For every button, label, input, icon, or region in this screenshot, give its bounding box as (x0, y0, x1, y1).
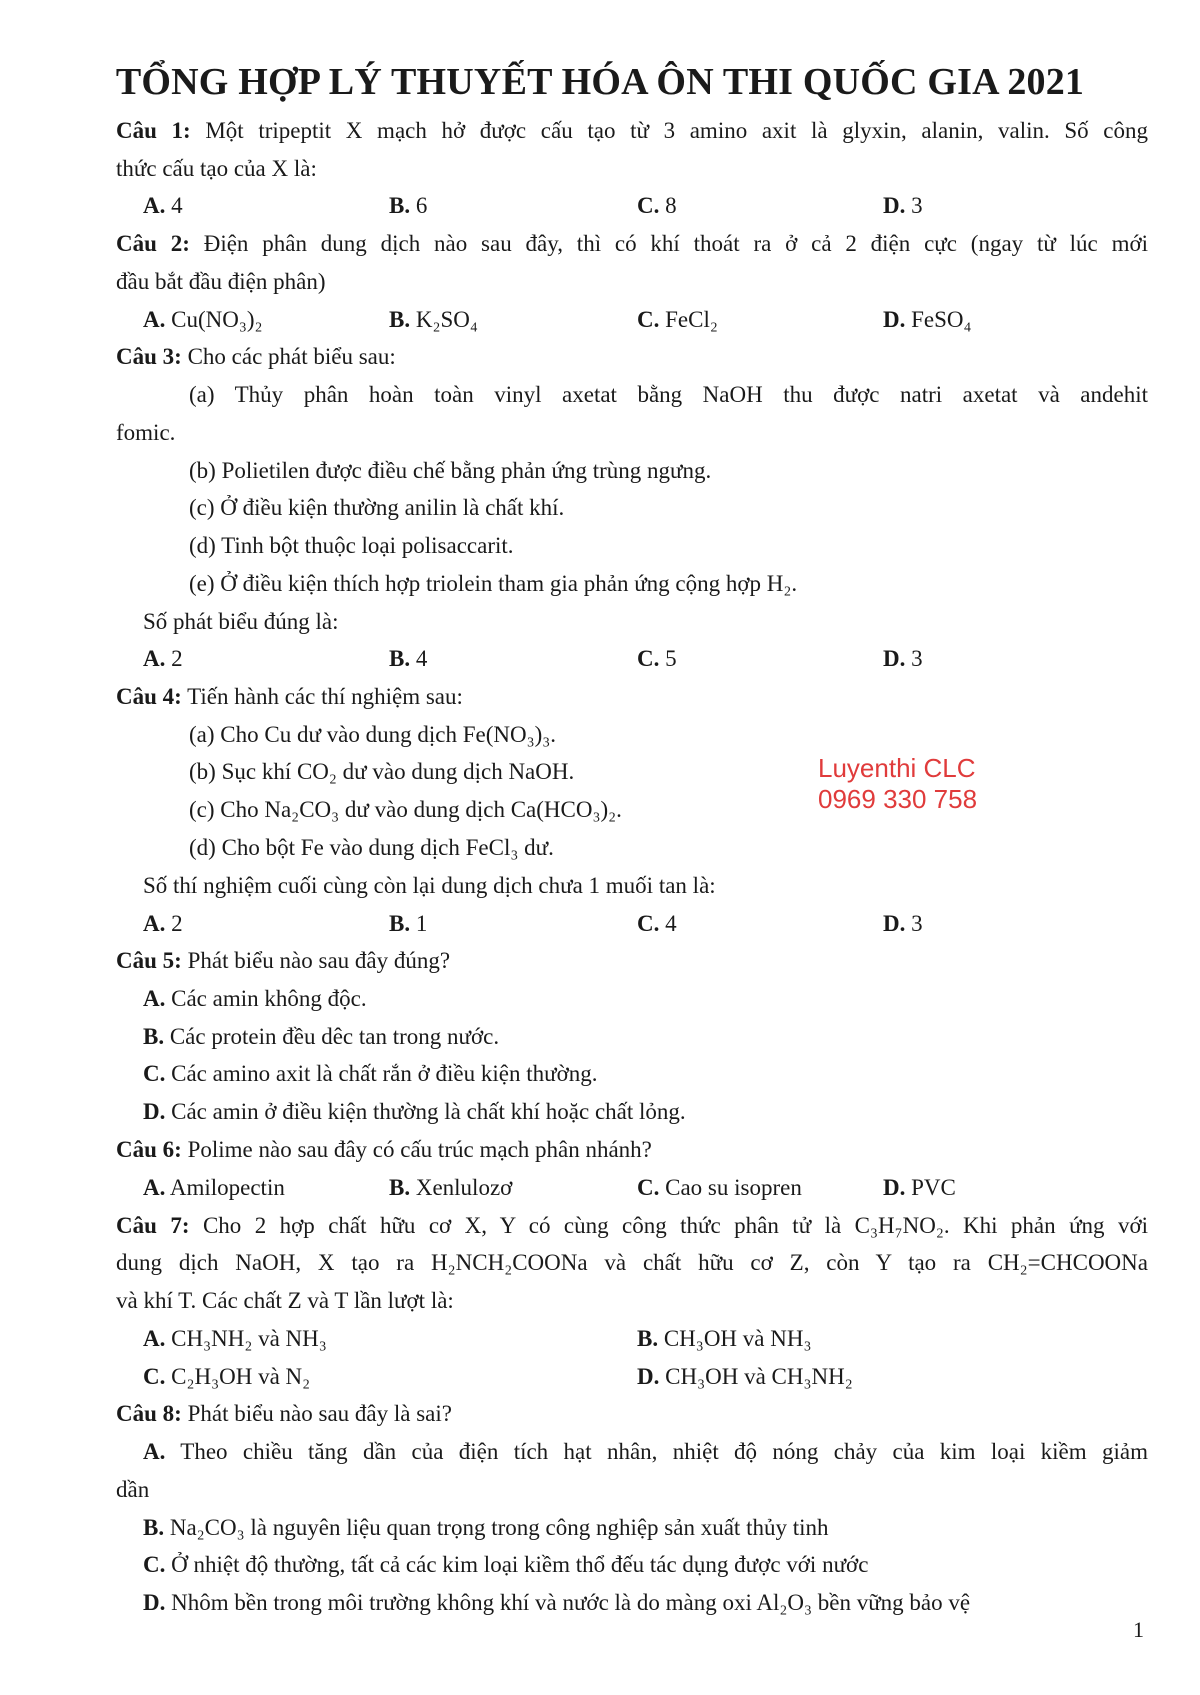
statement-c: (c) Ở điều kiện thường anilin là chất khí. (189, 495, 565, 520)
option-a-cont: dần (116, 1477, 150, 1502)
option-d: D. 3 (883, 193, 923, 218)
question-text: Một tripeptit X mạch hở được cấu tạo từ 3 amino axit là glyxin, alanin, valin. Số công (205, 118, 1149, 143)
option-c: C. Cao su isopren (637, 1175, 802, 1200)
option-b: B. Na₂CO₃ là nguyên liệu quan trọng trong công nghiệp sản xuất thủy tinh (143, 1515, 829, 1540)
page-number: 1 (1133, 1617, 1144, 1642)
option-a: A. Cu(NO₃)₂ (143, 307, 263, 332)
question-5 (116, 946, 450, 976)
question-text: Cho các phát biểu sau: (187, 344, 396, 369)
option-b: B. Các protein đều dêc tan trong nước. (143, 1024, 500, 1049)
option-a: A. CH₃NH₂ và NH₃ (143, 1326, 327, 1351)
question-label: Câu 5: (116, 948, 182, 973)
experiment-b: (b) Sục khí CO₂ dư vào dung dịch NaOH. (189, 759, 575, 784)
option-b: B. K₂SO₄ (389, 307, 478, 332)
question-7 (116, 1211, 1148, 1241)
question-3 (116, 342, 396, 372)
question-label: Câu 6: (116, 1137, 182, 1162)
option-c: C. Ở nhiệt độ thường, tất cả các kim loại kiềm thổ đếu tác dụng được với nước (143, 1552, 869, 1577)
option-d: D. Nhôm bền trong môi trường không khí và nước là do màng oxi Al₂O₃ bền vững bảo vệ (143, 1590, 971, 1615)
question-text-cont: đầu bắt đầu điện phân) (116, 269, 326, 294)
option-b: B. CH₃OH và NH₃ (637, 1326, 812, 1351)
question-4 (116, 682, 463, 712)
question-ask: Số thí nghiệm cuối cùng còn lại dung dịch chưa 1 muối tan là: (143, 873, 716, 898)
question-label: Câu 8: (116, 1401, 182, 1426)
experiment-a: (a) Cho Cu dư vào dung dịch Fe(NO₃)₃. (189, 722, 557, 747)
option-c: C. 8 (637, 193, 677, 218)
question-text-cont: và khí T. Các chất Z và T lần lượt là: (116, 1288, 454, 1313)
option-d: D. 3 (883, 646, 923, 671)
option-a: A. 2 (143, 911, 183, 936)
option-a: A. Các amin không độc. (143, 986, 367, 1011)
question-text: Điện phân dung dịch nào sau đây, thì có khí thoát ra ở cả 2 điện cực (ngay từ lúc mới (203, 231, 1149, 256)
option-c: C. C₂H₃OH và N₂ (143, 1364, 311, 1389)
option-a: A. 4 (143, 193, 183, 218)
option-a: A. 2 (143, 646, 183, 671)
option-c: C. Các amino axit là chất rắn ở điều kiện thường. (143, 1061, 598, 1086)
statement-d: (d) Tinh bột thuộc loại polisaccarit. (189, 533, 514, 558)
question-8 (116, 1399, 452, 1429)
option-d: D. FeSO₄ (883, 307, 972, 332)
option-a: A. Theo chiều tăng dần của điện tích hạt nhân, nhiệt độ nóng chảy của kim loại kiềm giảm (143, 1439, 1148, 1464)
question-ask: Số phát biểu đúng là: (143, 609, 339, 634)
question-label: Câu 7: (116, 1213, 190, 1238)
option-c: C. 4 (637, 911, 677, 936)
option-b: B. 1 (389, 911, 428, 936)
question-1 (116, 116, 1148, 146)
question-text-cont: thức cấu tạo của X là: (116, 156, 317, 181)
question-6 (116, 1135, 652, 1165)
option-d: D. CH₃OH và CH₃NH₂ (637, 1364, 853, 1389)
statement-a: (a) Thủy phân hoàn toàn vinyl axetat bằng NaOH thu được natri axetat và andehit (189, 382, 1148, 407)
question-2 (116, 229, 1148, 259)
question-text: Phát biểu nào sau đây đúng? (187, 948, 451, 973)
option-d: D. PVC (883, 1175, 956, 1200)
option-a: A. Amilopectin (143, 1175, 285, 1200)
option-d: D. Các amin ở điều kiện thường là chất khí hoặc chất lỏng. (143, 1099, 686, 1124)
question-label: Câu 4: (116, 684, 182, 709)
statement-a-cont: fomic. (116, 420, 176, 445)
question-label: Câu 1: (116, 118, 191, 143)
experiment-c: (c) Cho Na₂CO₃ dư vào dung dịch Ca(HCO₃)₂. (189, 797, 622, 822)
page-title: TỔNG HỢP LÝ THUYẾT HÓA ÔN THI QUỐC GIA 2021 (115, 61, 1085, 103)
option-b: B. Xenlulozơ (389, 1175, 513, 1200)
option-d: D. 3 (883, 911, 923, 936)
statement-b: (b) Polietilen được điều chế bằng phản ứng trùng ngưng. (189, 458, 712, 483)
watermark-name: Luyenthi CLC (818, 753, 976, 783)
question-text: Phát biểu nào sau đây là sai? (187, 1401, 452, 1426)
watermark (818, 753, 977, 815)
watermark-phone: 0969 330 758 (818, 784, 978, 814)
question-text-cont: dung dịch NaOH, X tạo ra H₂NCH₂COONa và chất hữu cơ Z, còn Y tạo ra CH₂=CHCOONa (116, 1250, 1148, 1275)
question-label: Câu 2: (116, 231, 190, 256)
experiment-d: (d) Cho bột Fe vào dung dịch FeCl₃ dư. (189, 835, 554, 860)
option-b: B. 4 (389, 646, 428, 671)
option-c: C. 5 (637, 646, 677, 671)
statement-e: (e) Ở điều kiện thích hợp triolein tham gia phản ứng cộng hợp H₂. (189, 571, 798, 596)
question-label: Câu 3: (116, 344, 182, 369)
option-c: C. FeCl₂ (637, 307, 718, 332)
question-text: Polime nào sau đây có cấu trúc mạch phân nhánh? (187, 1137, 652, 1162)
option-b: B. 6 (389, 193, 428, 218)
question-text: Cho 2 hợp chất hữu cơ X, Y có cùng công thức phân tử là C₃H₇NO₂. Khi phản ứng với (202, 1213, 1149, 1238)
question-text: Tiến hành các thí nghiệm sau: (187, 684, 463, 709)
